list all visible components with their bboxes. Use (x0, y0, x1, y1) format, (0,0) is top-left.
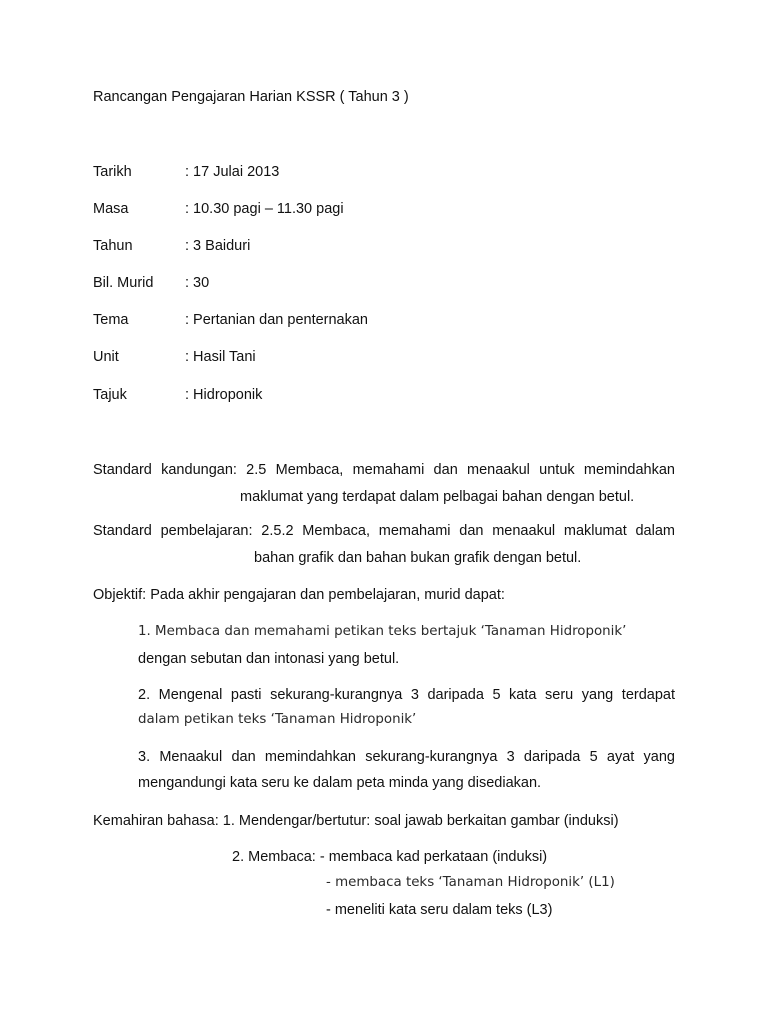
objektif-item-2-line2: dalam petikan teks ‘Tanaman Hidroponik’ (138, 712, 417, 727)
info-label-tahun: Tahun (93, 238, 133, 254)
info-value-unit: : Hasil Tani (185, 349, 256, 365)
objektif-item-2-line1: 2. Mengenal pasti sekurang-kurangnya 3 daripada 5 kata seru yang terdapat (138, 687, 675, 703)
objektif-item-3-line1: 3. Menaakul dan memindahkan sekurang-kurangnya 3 daripada 5 ayat yang (138, 749, 675, 765)
standard-kandungan-line1: Standard kandungan: 2.5 Membaca, memahami dan menaakul untuk memindahkan (93, 462, 675, 478)
info-value-tajuk: : Hidroponik (185, 387, 263, 403)
kemahiran-line3: - membaca teks ‘Tanaman Hidroponik’ (L1) (326, 875, 615, 890)
kemahiran-line1: Kemahiran bahasa: 1. Mendengar/bertutur: soal jawab berkaitan gambar (induksi) (93, 813, 619, 829)
info-value-tema: : Pertanian dan penternakan (185, 312, 368, 328)
info-label-tema: Tema (93, 312, 129, 328)
info-label-unit: Unit (93, 349, 119, 365)
kemahiran-line2: 2. Membaca: - membaca kad perkataan (induksi) (232, 849, 548, 865)
info-label-masa: Masa (93, 201, 129, 217)
objektif-item-1-line2: dengan sebutan dan intonasi yang betul. (138, 651, 400, 667)
standard-pembelajaran-line2: bahan grafik dan bahan bukan grafik dengan betul. (254, 550, 582, 566)
info-value-tahun: : 3 Baiduri (185, 238, 251, 254)
info-value-masa: : 10.30 pagi – 11.30 pagi (185, 201, 344, 217)
info-label-bil-murid: Bil. Murid (93, 275, 154, 291)
standard-pembelajaran-line1: Standard pembelajaran: 2.5.2 Membaca, memahami dan menaakul maklumat dalam (93, 523, 675, 539)
objektif-intro: Objektif: Pada akhir pengajaran dan pembelajaran, murid dapat: (93, 587, 505, 603)
info-label-tajuk: Tajuk (93, 387, 127, 403)
info-value-tarikh: : 17 Julai 2013 (185, 164, 280, 180)
document-title: Rancangan Pengajaran Harian KSSR ( Tahun 3 ) (93, 89, 409, 105)
info-label-tarikh: Tarikh (93, 164, 132, 180)
objektif-item-1-line1: 1. Membaca dan memahami petikan teks bertajuk ‘Tanaman Hidroponik’ (138, 624, 627, 639)
info-value-bil-murid: : 30 (185, 275, 210, 291)
objektif-item-3-line2: mengandungi kata seru ke dalam peta minda yang disediakan. (138, 775, 542, 791)
standard-kandungan-line2: maklumat yang terdapat dalam pelbagai bahan dengan betul. (240, 489, 635, 505)
kemahiran-line4: - meneliti kata seru dalam teks (L3) (326, 902, 553, 918)
